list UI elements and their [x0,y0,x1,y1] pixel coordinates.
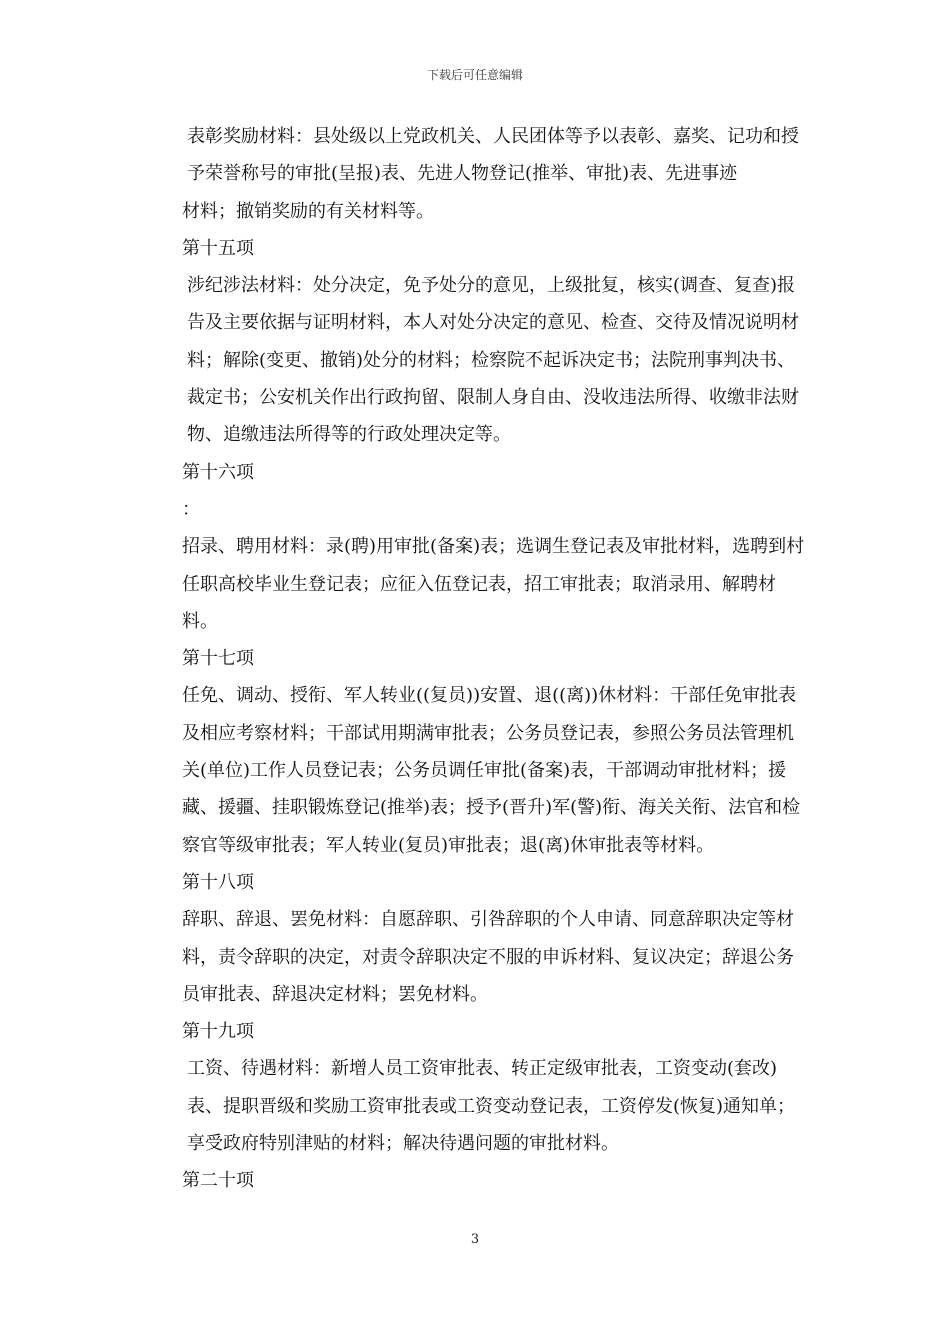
section-heading: 第十七项 [182,648,254,670]
paragraph: 表彰奖励材料：县处级以上党政机关、人民团体等予以表彰、嘉奖、记功和授予荣誉称号的审批(呈报)表、先进人物登记(推举、审批)表、先进事迹 [187,126,799,185]
paragraph: 任免、调动、授衔、军人转业((复员))安置、退((离))休材料：干部任免审批表及相应考察材料；干部试用期满审批表；公务员登记表，参照公务员法管理机关(单位)工作人员登记表；公务员调任审批(备案)表，干部调动审批材料；援藏、援疆、挂职锻炼登记(推举)表；授予(晋升)军(警)衔、海关关衔、法官和检察官等级审批表；军人转业(复员)审批表；退(离)休审批表等材料。 [182,685,801,856]
paragraph: ： [182,498,200,520]
paragraph: 材料；撤销奖励的有关材料等。 [182,200,434,222]
paragraph: 辞职、辞退、罢免材料：自愿辞职、引咎辞职的个人申请、同意辞职决定等材料，责令辞职的决定，对责令辞职决定不服的申诉材料、复议决定；辞退公务员审批表、辞退决定材料；罢免材料。 [182,909,794,1005]
section-heading: 第二十项 [182,1170,254,1192]
section-heading: 第十九项 [182,1021,254,1043]
paragraph: 工资、待遇材料：新增人员工资审批表、转正定级审批表，工资变动(套改)表、提职晋级和奖励工资审批表或工资变动登记表，工资停发(恢复)通知单；享受政府特别津贴的材料；解决待遇问题的审批材料。 [187,1058,796,1155]
page-number: 3 [470,1232,480,1247]
paragraph: 招录、聘用材料：录(聘)用审批(备案)表；选调生登记表及审批材料，选聘到村任职高校毕业生登记表；应征入伍登记表，招工审批表；取消录用、解聘材料。 [182,536,805,632]
paragraph: 涉纪涉法材料：处分决定，免予处分的意见，上级批复，核实(调查、复查)报告及主要依据与证明材料，本人对处分决定的意见、检查、交待及情况说明材料；解除(变更、撤销)处分的材料；检察院不起诉决定书；法院刑事判决书、裁定书；公安机关作出行政拘留、限制人身自由、没收违法所得、收缴非法财物、追缴违法所得等的行政处理决定等。 [187,275,799,446]
section-heading: 第十六项 [182,461,254,483]
document-body [145,118,805,1200]
page-header: 下载后可任意编辑 [426,68,523,82]
section-heading: 第十八项 [182,871,254,893]
section-heading: 第十五项 [182,237,254,259]
